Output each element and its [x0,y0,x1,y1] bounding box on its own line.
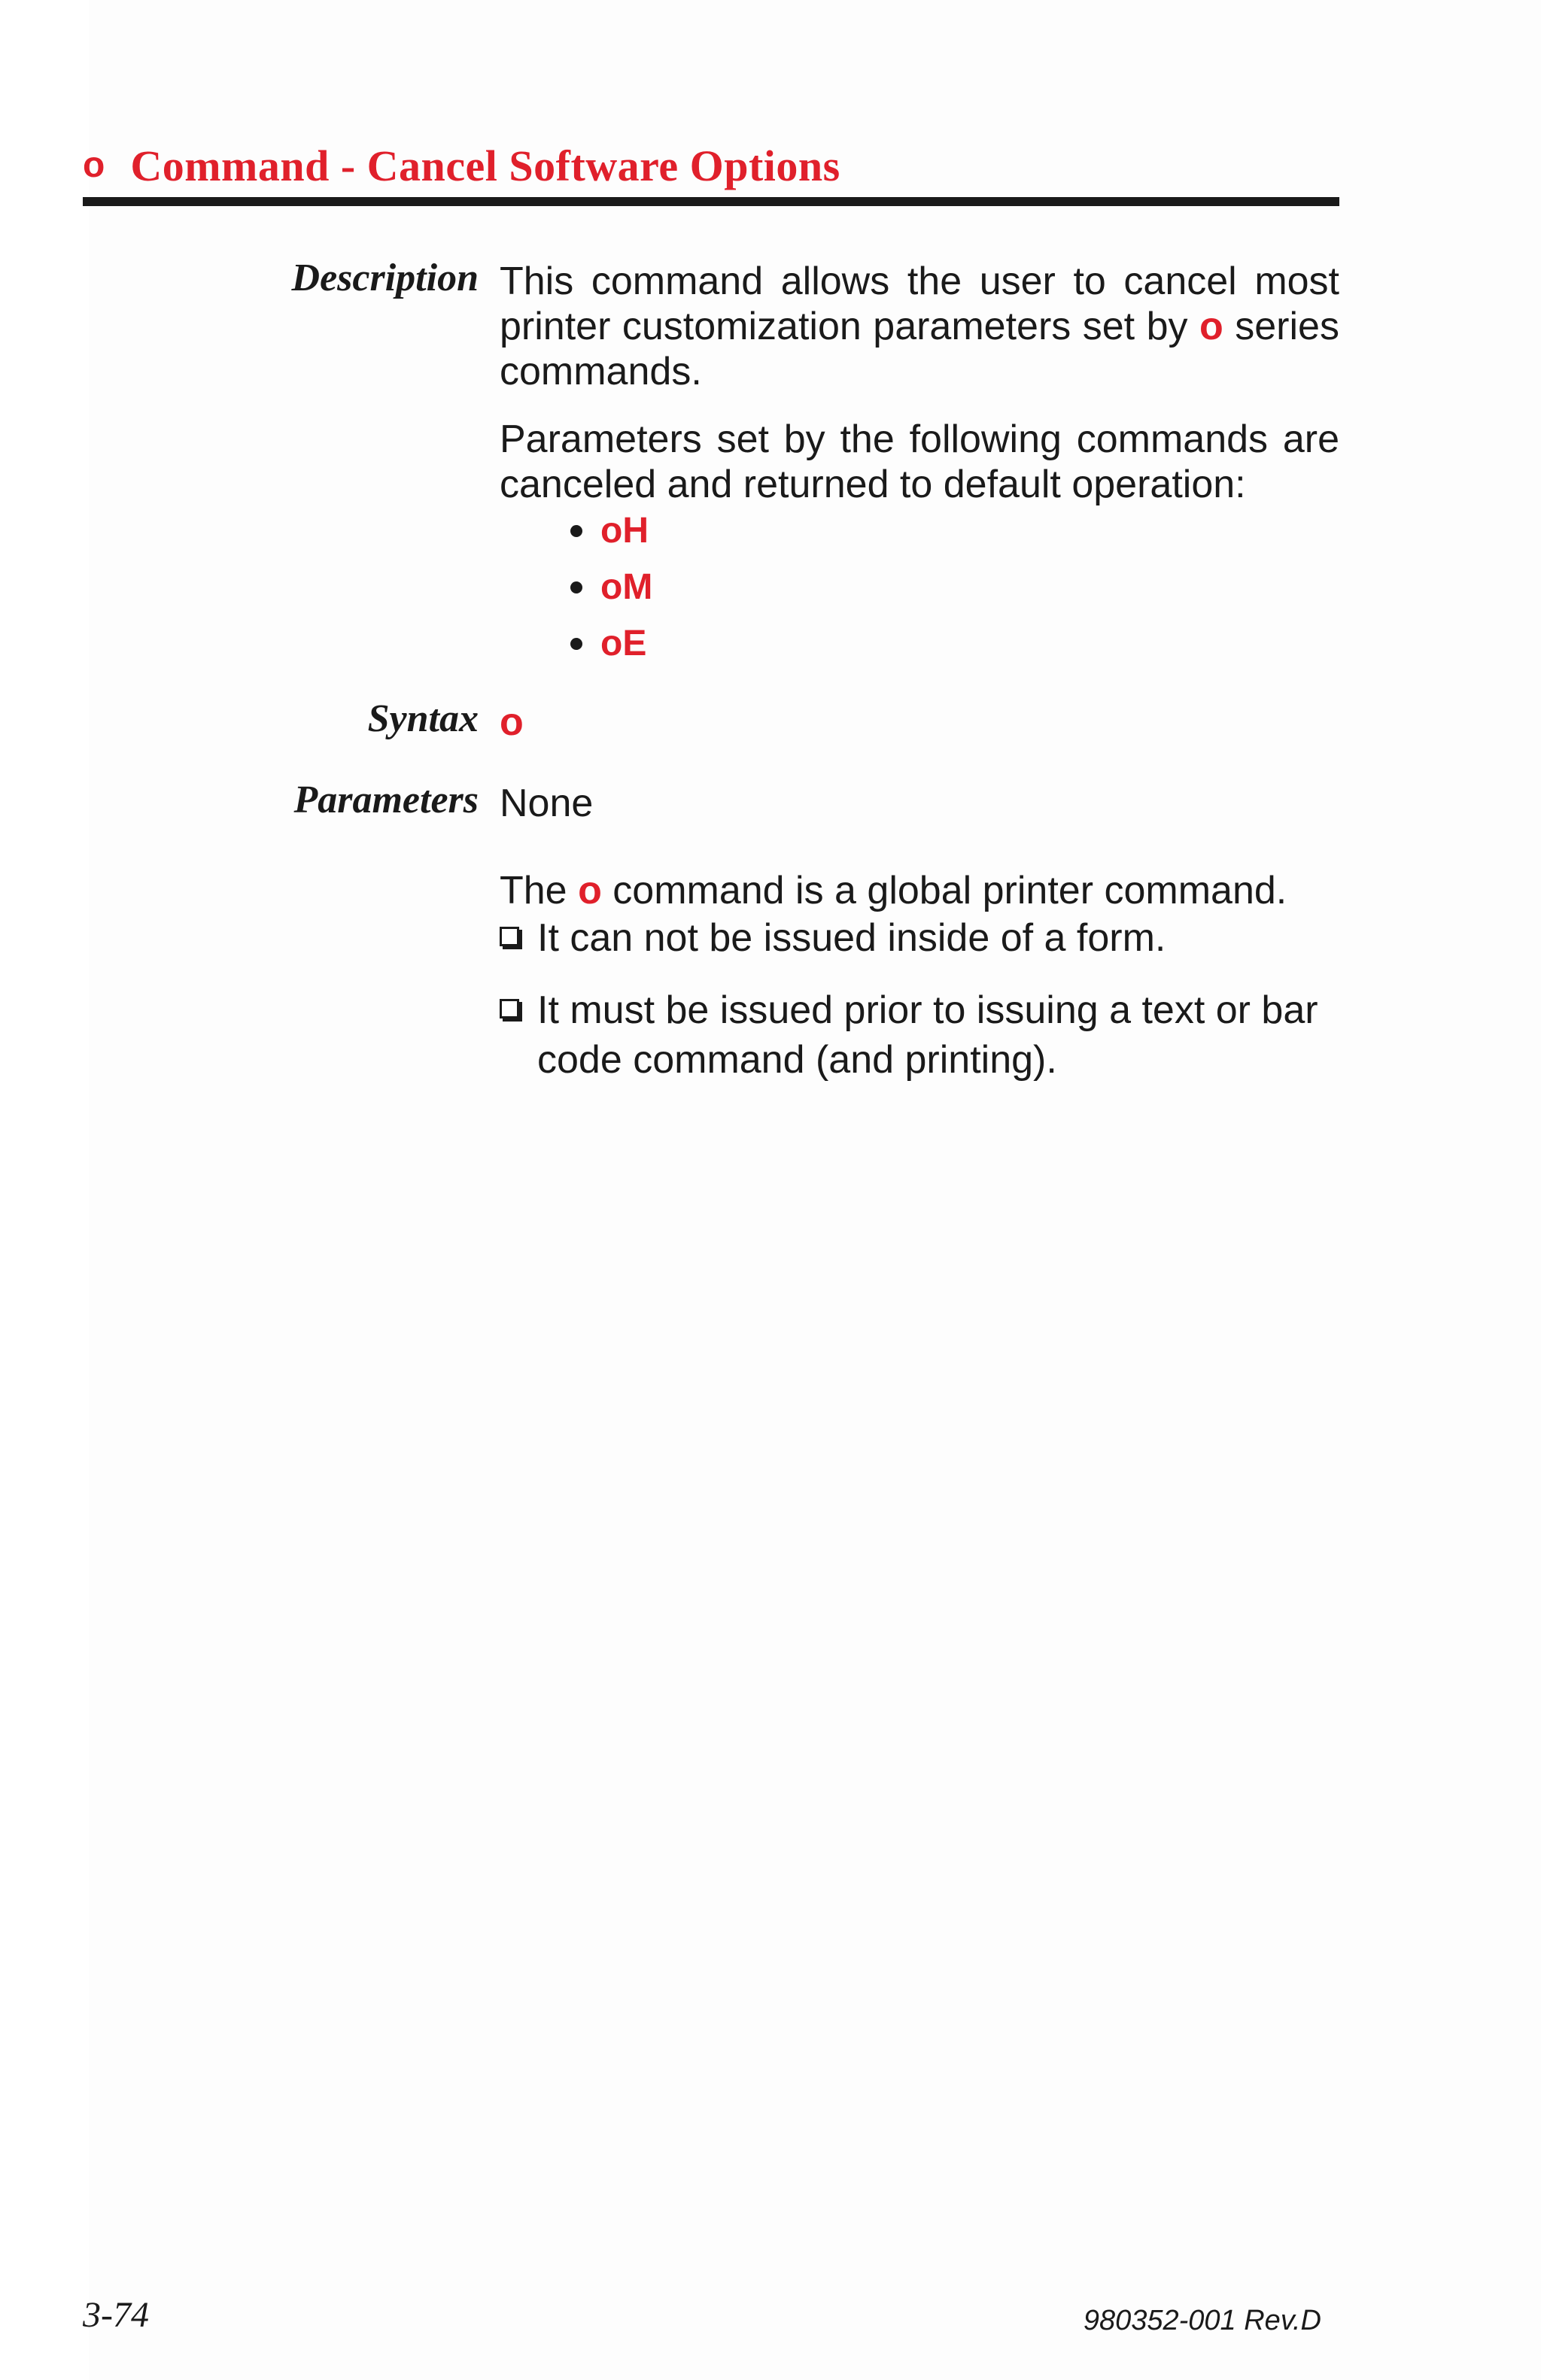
parameters-label: Parameters [293,779,479,821]
command-list [570,502,652,672]
command-o-icon: o [500,700,524,744]
list-item [570,615,652,672]
syntax-value [500,700,1339,745]
list-item [570,559,652,615]
checkbox-icon [500,927,519,946]
parameters-value: None [500,782,594,825]
command-code: oH [600,511,649,551]
page-number: 3-74 [83,2295,149,2335]
checkbox-icon [500,999,519,1018]
command-code: oM [600,567,653,607]
description-paragraph-2: Parameters set by the following commands are canceled and returned to default operation: [500,417,1339,506]
bullet-icon [570,581,582,593]
section-title: Command - Cancel Software Options [130,141,840,190]
description-paragraph-1 [500,259,1339,394]
syntax-label: Syntax [367,697,479,740]
global-command-note [500,868,1339,913]
bullet-icon [570,638,582,650]
section-heading [83,135,1339,196]
command-o-icon: o [1199,305,1223,348]
command-o-icon: o [578,869,602,912]
note-item-text: It must be issued prior to issuing a text or bar code command (and printing). [537,988,1318,1082]
bullet-icon [570,525,582,537]
note-text-a: The [500,869,567,912]
note-text-b: command is a global printer command. [612,869,1287,912]
command-code: oE [600,624,647,663]
heading-rule [83,197,1339,206]
command-o-icon: o [83,145,105,185]
page-margin [0,0,89,2380]
note-item [500,985,1339,1085]
description-text-a: This command allows the user to cancel most printer customization parameters set by [500,260,1339,348]
note-item [500,913,1339,963]
description-label: Description [291,257,479,299]
document-id: 980352-001 Rev.D [1083,2305,1321,2336]
description-text-b: series commands. [500,305,1339,393]
list-item [570,502,652,559]
note-item-text: It can not be issued inside of a form. [537,916,1166,960]
